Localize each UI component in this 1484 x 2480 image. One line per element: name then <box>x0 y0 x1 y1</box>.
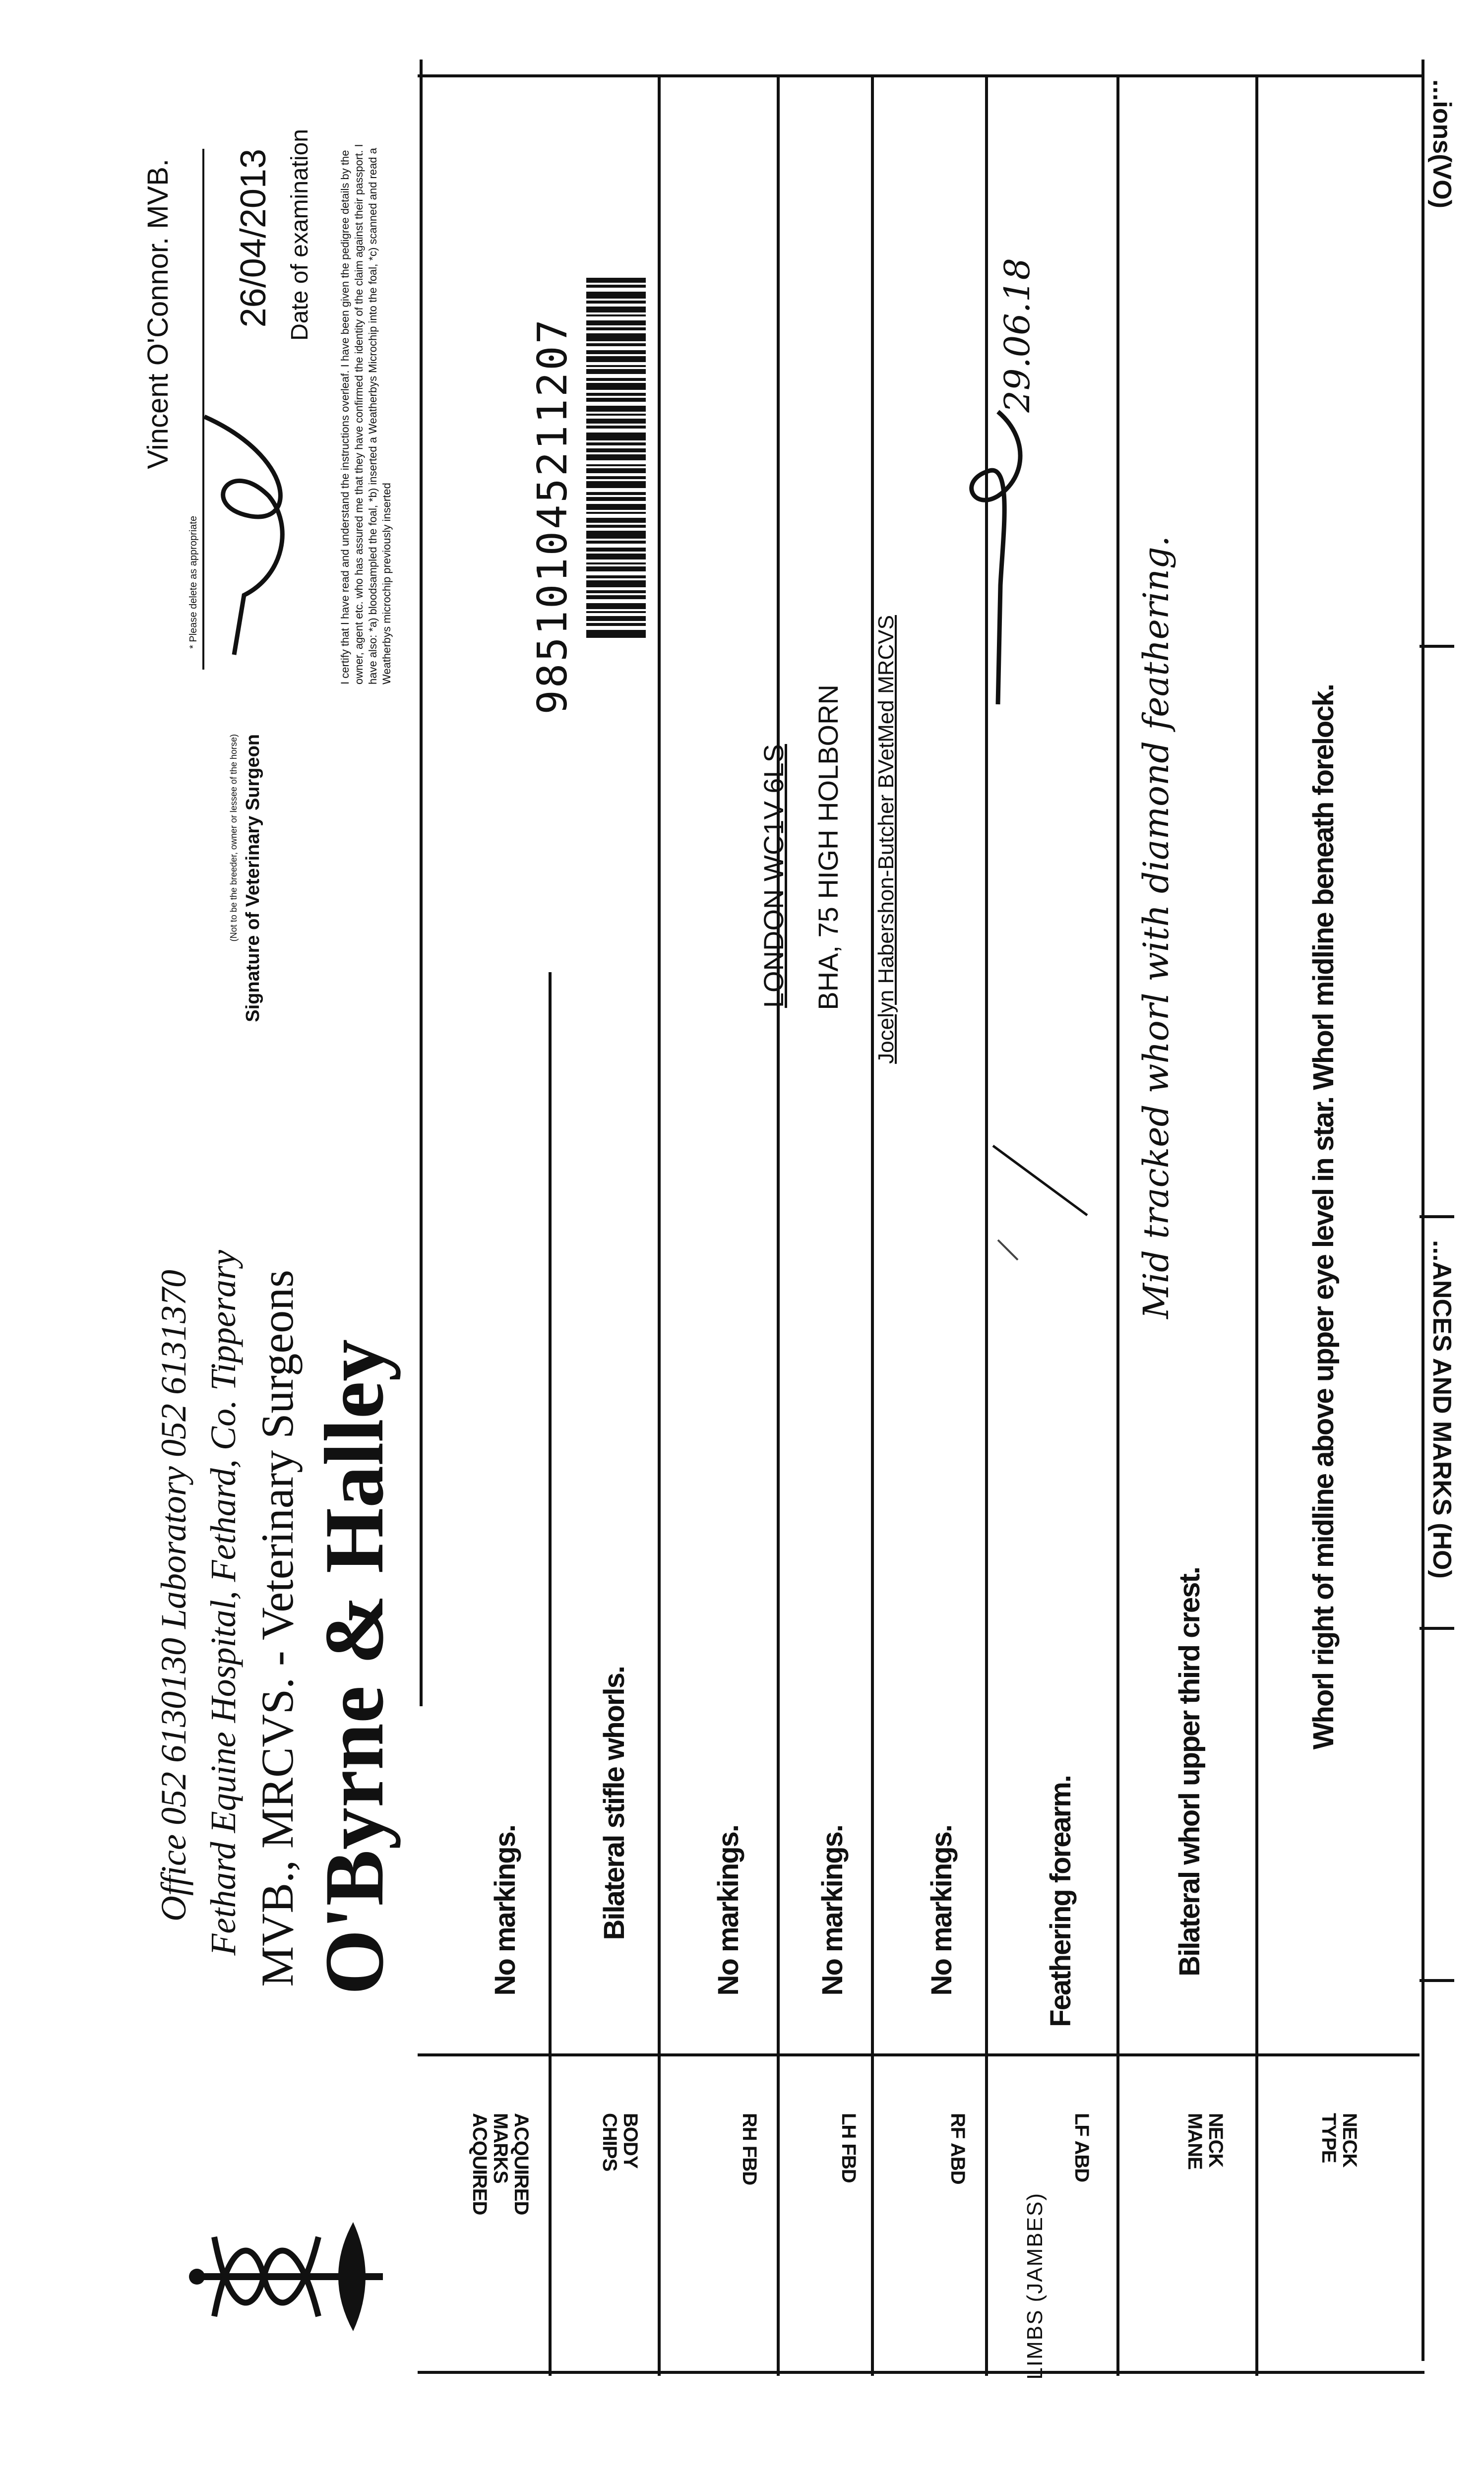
pen-stroke-mark <box>988 1141 1097 1270</box>
label-column-divider <box>418 2053 1420 2056</box>
exam-date-value: 26/04/2013 <box>234 149 273 328</box>
row-text-lh: No markings. <box>816 1825 849 1996</box>
row-rule-5 <box>777 74 780 2376</box>
row-rule-7 <box>549 972 552 2376</box>
amendment-signature <box>948 407 1048 714</box>
practice-name: O'Byrne & Halley <box>308 1339 401 1995</box>
row-text-rh: No markings. <box>712 1825 744 1996</box>
row-text-neck-type: Whorl right of midline above upper eye level in star. Whorl midline beneath forelock. <box>1307 684 1340 1750</box>
limbs-side-label: LIMBS (JAMBES) <box>1023 2192 1047 2380</box>
practice-address: Fethard Equine Hospital, Fethard, Co. Tipperary <box>203 1250 243 1956</box>
row-text-acquired: No markings. <box>489 1825 521 1996</box>
row-label-lh: LH FBD <box>838 2113 860 2183</box>
row-text-body: Bilateral stifle whorls. <box>598 1667 630 1940</box>
row-label-acquired: ACQUIRED MARKS ACQUIRED <box>469 2113 532 2215</box>
row-rule-2 <box>1116 74 1119 2376</box>
practice-qualifications: MVB., MRCVS. - Veterinary Surgeons <box>252 1270 303 1987</box>
top-rule <box>1422 60 1424 2361</box>
row-label-rh: RH FBD <box>739 2113 760 2185</box>
signature-label: Signature of Veterinary Surgeon <box>243 734 263 1022</box>
practice-phones: Office 052 6130130 Laboratory 052 6131370 <box>154 1270 193 1922</box>
row-text-rf: No markings. <box>926 1825 958 1996</box>
vet-name: Vincent O'Connor. MVB. <box>142 159 174 469</box>
exam-date-label: Date of examination <box>287 129 313 341</box>
stamp-name: Jocelyn Habershon-Butcher BVetMed MRCVS <box>874 615 898 1064</box>
caduceus-logo-icon <box>185 2192 393 2361</box>
row-label-neck-type: NECK TYPE <box>1318 2113 1360 2168</box>
row-label-lf: LF ABD <box>1071 2113 1093 2182</box>
row-rule-1 <box>1255 74 1258 2376</box>
row-text-lf: Feathering forearm. <box>1045 1776 1077 2027</box>
header-fragment-mid: ...ANCES AND MARKS (HO) <box>1427 1240 1456 1579</box>
stamp-address-1: BHA, 75 HIGH HOLBORN <box>812 684 844 1010</box>
header-divider-2 <box>1420 1215 1454 1218</box>
header-divider-4 <box>1420 1979 1454 1982</box>
row-rule-6 <box>658 74 661 2376</box>
row-label-rf: RF ABD <box>947 2113 969 2184</box>
microchip-barcode <box>586 278 646 923</box>
handwritten-date: 29.06.18 <box>997 258 1038 413</box>
signature-rule <box>202 149 204 670</box>
form-edge-right <box>418 74 1424 77</box>
row-label-body: BODY CHIPS <box>599 2113 641 2171</box>
certificate-text: I certify that I have read and understand the instructions overleaf. I have been given the pedigree details by the owner, agent etc. who has assured me that they have confirmed the identity of the claim against their passport. I have also: *a) bloodsampled the foal, *b) inserted a Weatherbys Microchip into the foal, *c) scanned and read a Weatherbys microchip previously inserted <box>339 144 393 684</box>
row-rule-4 <box>871 74 874 2376</box>
stamp-address-2: LONDON WC1V 6LS <box>758 744 789 1008</box>
row-label-neck-mane: NECK MANE <box>1184 2113 1227 2170</box>
bottom-rule <box>420 60 423 1706</box>
header-divider-1 <box>1420 645 1454 648</box>
delete-note: * Please delete as appropriate <box>188 516 199 649</box>
form-edge-left <box>418 2371 1424 2374</box>
header-divider-3 <box>1420 1627 1454 1630</box>
row-text-neck-mane: Bilateral whorl upper third crest. <box>1174 1567 1206 1977</box>
header-fragment-right: ...ions(VO) <box>1427 79 1456 208</box>
signature-note: (Not to be the breeder, owner or lessee of the horse) <box>229 734 239 942</box>
microchip-number: 985101045211207 <box>529 317 576 715</box>
handwritten-amendment: Mid tracked whorl with diamond feathering. <box>1136 536 1176 1319</box>
